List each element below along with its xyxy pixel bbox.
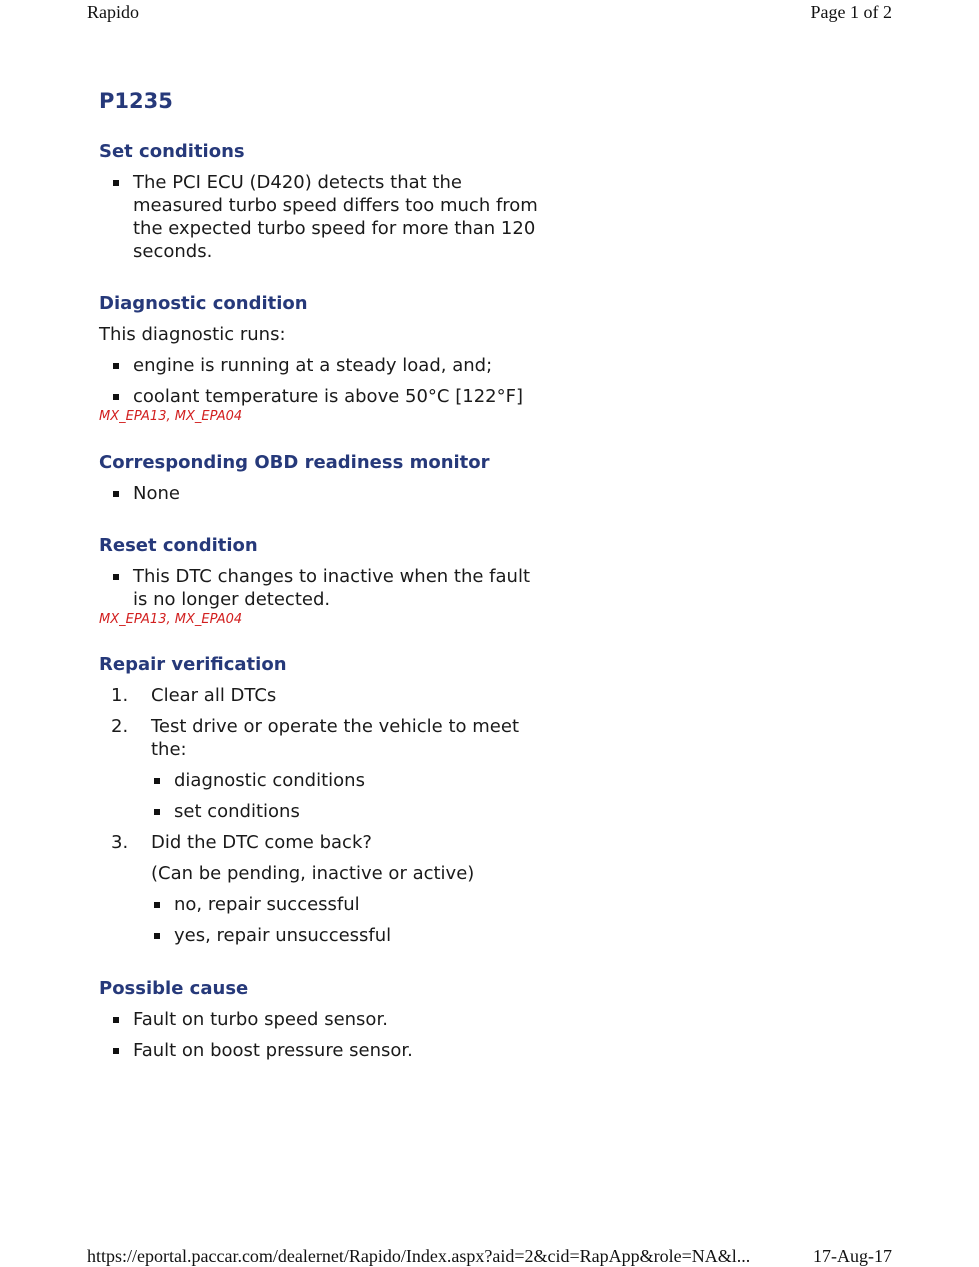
- step-extra-text: (Can be pending, inactive or active): [151, 863, 475, 884]
- reset-condition-list: [99, 565, 539, 611]
- possible-cause-heading: Possible cause: [99, 978, 249, 999]
- model-note: MX_EPA13, MX_EPA04: [99, 612, 243, 627]
- list-item: Fault on turbo speed sensor.: [99, 1008, 539, 1031]
- list-item: [99, 831, 539, 947]
- step-number: 3.: [111, 832, 129, 853]
- repair-steps-list: [99, 684, 539, 947]
- repair-verification-heading: Repair verification: [99, 654, 287, 675]
- list-item: None: [99, 482, 539, 505]
- list-item: diagnostic conditions: [151, 769, 539, 792]
- diagnostic-intro: This diagnostic runs:: [99, 324, 286, 345]
- set-conditions-heading: Set conditions: [99, 141, 245, 162]
- list-item: no, repair successful: [151, 893, 539, 916]
- step-number: 2.: [111, 716, 129, 737]
- step-text: Clear all DTCs: [151, 685, 277, 706]
- step-number: 1.: [111, 685, 129, 706]
- list-item: This DTC changes to inactive when the fault is no longer detected.: [99, 565, 539, 611]
- list-item: [99, 684, 539, 707]
- step-text: Did the DTC come back?: [151, 832, 372, 853]
- step-text: Test drive or operate the vehicle to meet the:: [151, 716, 519, 760]
- list-item: coolant temperature is above 50°C [122°F]: [99, 385, 539, 408]
- obd-monitor-heading: Corresponding OBD readiness monitor: [99, 452, 490, 473]
- document-body: [99, 86, 539, 1070]
- sub-list: [151, 769, 539, 823]
- footer-date: 17-Aug-17: [813, 1246, 892, 1266]
- diagnostic-condition-list: [99, 354, 539, 408]
- list-item: The PCI ECU (D420) detects that the measured turbo speed differs too much from the expected turbo speed for more than 120 seconds.: [99, 171, 539, 263]
- footer-url: https://eportal.paccar.com/dealernet/Rapido/Index.aspx?aid=2&cid=RapApp&role=NA&l...: [87, 1246, 751, 1266]
- list-item: [99, 715, 539, 823]
- diagnostic-condition-heading: Diagnostic condition: [99, 293, 308, 314]
- reset-condition-heading: Reset condition: [99, 535, 258, 556]
- page-title: P1235: [99, 89, 173, 113]
- sub-list: [151, 893, 539, 947]
- list-item: Fault on boost pressure sensor.: [99, 1039, 539, 1062]
- list-item: set conditions: [151, 800, 539, 823]
- list-item: engine is running at a steady load, and;: [99, 354, 539, 377]
- list-item: yes, repair unsuccessful: [151, 924, 539, 947]
- set-conditions-list: [99, 171, 539, 263]
- possible-cause-list: [99, 1008, 539, 1062]
- model-note: MX_EPA13, MX_EPA04: [99, 409, 243, 424]
- header-page-number: Page 1 of 2: [810, 2, 892, 22]
- obd-monitor-list: [99, 482, 539, 505]
- header-app-name: Rapido: [87, 2, 139, 22]
